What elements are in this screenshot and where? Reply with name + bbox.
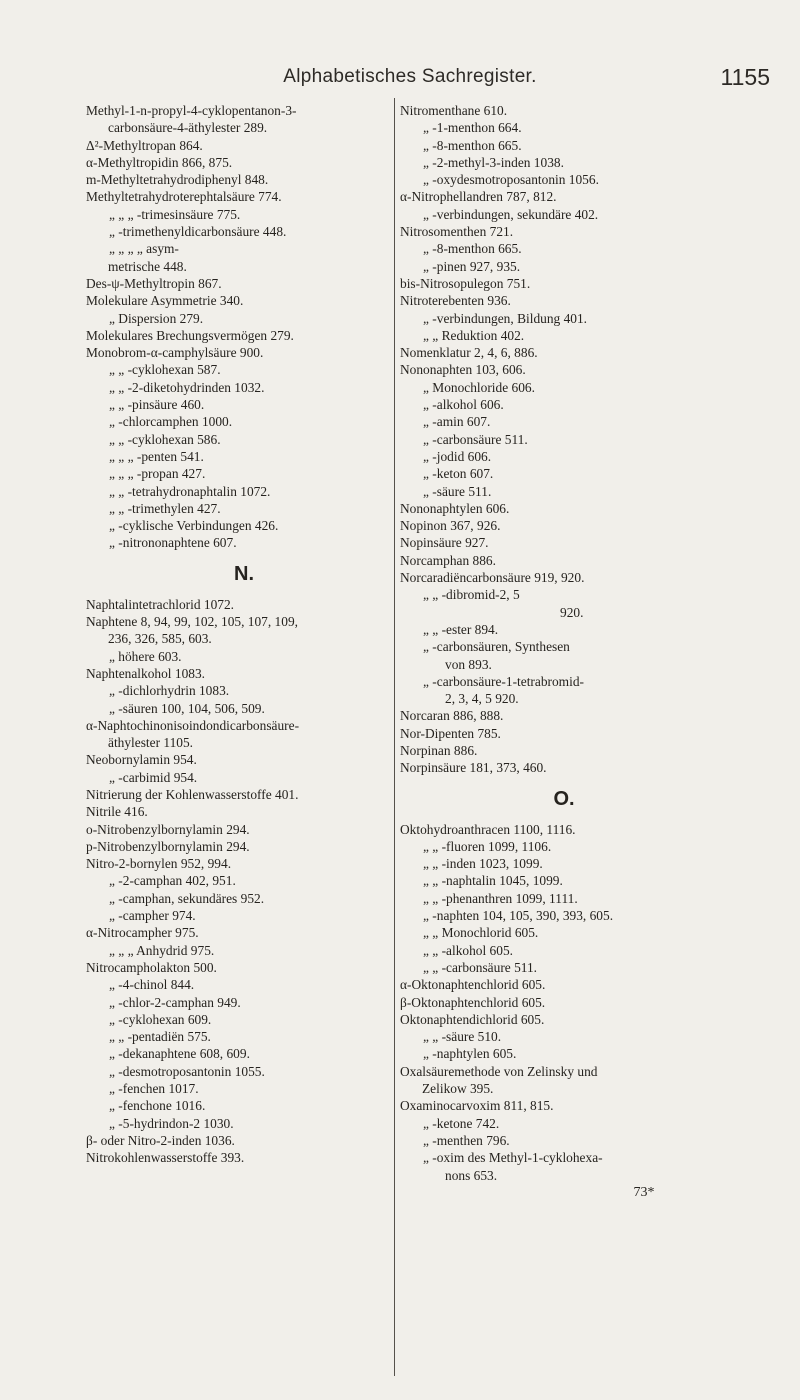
running-header [50,66,770,98]
index-subentry: „ -verbindungen, sekundäre 402. [423,206,599,222]
index-column-right [400,102,728,1201]
index-subentry: „ „ Reduktion 402. [423,327,525,343]
index-subentry: „ -cyklohexan 609. [109,1011,212,1027]
index-subentry: „ „ „ -trimesinsäure 775. [109,206,241,222]
index-entry: α-Nitrocampher 975. [86,925,199,941]
index-entry: α-Methyltropidin 866, 875. [86,154,233,170]
index-entry: Naphtalintetrachlorid 1072. [86,596,234,612]
index-entry: Δ²-Methyltropan 864. [86,137,203,153]
index-subentry: „ -carbimid 954. [109,769,198,785]
index-subentry: „ „ -dibromid-2, 5 [423,587,520,603]
index-subentry: „ -oxydesmotroposantonin 1056. [423,172,599,188]
index-subentry: „ -chlor-2-camphan 949. [109,994,241,1010]
index-subentry: „ -dichlorhydrin 1083. [109,683,230,699]
index-subentry: „ „ -pentadiën 575. [109,1029,211,1045]
index-entry: Norcamphan 886. [400,552,496,568]
index-subentry: „ „ Monochlorid 605. [423,925,539,941]
index-subentry: „ -fenchen 1017. [109,1081,199,1097]
index-subentry: „ Dispersion 279. [109,310,204,326]
index-entry: Nitrile 416. [86,804,148,820]
section-letter-n: N. [234,562,254,585]
index-subentry: „ -naphten 104, 105, 390, 393, 605. [423,908,614,924]
index-subentry: „ -fenchone 1016. [109,1098,206,1114]
signature-mark: 73* [633,1184,655,1200]
index-subentry: „ „ -ester 894. [423,621,499,637]
index-subentry: „ „ „ Anhydrid 975. [109,942,215,958]
index-subentry: „ „ -2-diketohydrinden 1032. [109,379,265,395]
index-entry: α-Oktonaphtenchlorid 605. [400,977,546,993]
index-subentry: „ „ -pinsäure 460. [109,397,205,413]
index-subentry: „ -2-camphan 402, 951. [109,873,236,889]
index-subentry: „ -verbindungen, Bildung 401. [423,310,588,326]
index-subentry: „ höhere 603. [109,648,182,664]
index-subentry: „ -carbonsäuren, Synthesen [423,639,570,655]
index-subentry: „ -oxim des Methyl-1-cyklohexa- [423,1150,603,1166]
index-subentry: „ -pinen 927, 935. [423,258,521,274]
index-entry: Nomenklatur 2, 4, 6, 886. [400,345,538,361]
index-entry: o-Nitrobenzylbornylamin 294. [86,821,250,837]
index-entry-continuation: metrische 448. [108,258,187,274]
index-subentry: „ „ -inden 1023, 1099. [423,856,543,872]
index-entry: Nopinsäure 927. [400,535,489,551]
index-subentry: „ -8-menthon 665. [423,137,522,153]
index-subentry: „ -carbonsäure-1-tetrabromid- [423,673,584,689]
index-entry-continuation: Zelikow 395. [422,1081,494,1097]
index-entry: Oxaminocarvoxim 811, 815. [400,1098,554,1114]
index-entry: α-Naphtochinonisoindondicarbonsäure- [86,717,300,733]
index-entry: Nitro-2-bornylen 952, 994. [86,856,232,872]
index-entry: Oktonaphtendichlorid 605. [400,1011,545,1027]
index-subentry: „ „ -carbonsäure 511. [423,959,538,975]
index-subentry: „ „ -alkohol 605. [423,942,513,958]
index-subentry: „ -1-menthon 664. [423,120,522,136]
index-subentry: „ -säure 511. [423,483,492,499]
index-entry: α-Nitrophellandren 787, 812. [400,189,557,205]
index-subentry: „ -camphan, sekundäres 952. [109,890,265,906]
index-entry-continuation: äthylester 1105. [108,735,194,751]
index-entry: Methyl-1-n-propyl-4-cyklopentanon-3- [86,103,297,118]
index-subentry: „ -2-methyl-3-inden 1038. [423,154,564,170]
index-subentry: „ -säuren 100, 104, 506, 509. [109,700,265,716]
section-letter-o: O. [553,787,575,810]
index-subentry: „ „ -trimethylen 427. [109,500,221,516]
index-subentry: „ -campher 974. [109,908,196,924]
index-subentry: „ -8-menthon 665. [423,241,522,257]
index-subentry: „ -jodid 606. [423,448,492,464]
index-subentry: „ -menthen 796. [423,1132,510,1148]
index-entry-continuation: carbonsäure-4-äthylester 289. [108,120,268,136]
index-subentry: „ -trimethenyldicarbonsäure 448. [109,224,287,240]
index-subentry: „ -nitrononaphtene 607. [109,535,237,551]
page-number: 1155 [720,64,770,90]
index-entry: Norcaradiëncarbonsäure 919, 920. [400,570,585,586]
index-entry: bis-Nitrosopulegon 751. [400,275,531,291]
index-entry: Norpinsäure 181, 373, 460. [400,760,547,776]
index-subentry: „ -alkohol 606. [423,397,504,413]
index-entry: Nitrokohlenwasserstoffe 393. [86,1150,245,1166]
index-entry-continuation: nons 653. [445,1167,498,1183]
index-subentry: „ „ „ „ asym- [109,241,179,257]
index-entry: Nitroterebenten 936. [400,293,511,309]
index-subentry: „ „ -cyklohexan 587. [109,362,221,378]
page-title: Alphabetisches Sachregister. [283,66,537,87]
index-entry: Naphtene 8, 94, 99, 102, 105, 107, 109, [86,614,298,630]
index-subentry: „ -dekanaphtene 608, 609. [109,1046,250,1062]
index-entry: Nitromenthane 610. [400,103,508,118]
index-entry: Nitrosomenthen 721. [400,224,514,240]
index-subentry: „ „ -säure 510. [423,1029,502,1045]
index-subentry: „ „ -cyklohexan 586. [109,431,221,447]
index-entry: Nor-Dipenten 785. [400,725,501,741]
index-entry: Des-ψ-Methyltropin 867. [86,275,222,291]
index-entry: Nitrocampholakton 500. [86,959,217,975]
index-entry: β-Oktonaphtenchlorid 605. [400,994,546,1010]
index-subentry: „ „ „ -propan 427. [109,466,206,482]
index-entry: Neobornylamin 954. [86,752,197,768]
index-entry-continuation: 2, 3, 4, 5 920. [445,691,519,707]
index-entry: β- oder Nitro-2-inden 1036. [86,1132,235,1148]
index-subentry: „ -desmotroposantonin 1055. [109,1063,265,1079]
index-entry: m-Methyltetrahydrodiphenyl 848. [86,172,269,188]
index-column-left [86,102,402,1167]
index-entry: Molekulare Asymmetrie 340. [86,293,244,309]
index-entry: Norpinan 886. [400,742,478,758]
index-entry: Oxalsäuremethode von Zelinsky und [400,1063,598,1079]
index-subentry: „ „ -phenanthren 1099, 1111. [423,890,578,906]
index-entry-continuation: 236, 326, 585, 603. [108,631,212,647]
index-subentry: „ -naphtylen 605. [423,1046,517,1062]
index-entry: Norcaran 886, 888. [400,708,504,724]
index-subentry: „ „ -naphtalin 1045, 1099. [423,873,563,889]
index-subentry: „ -cyklische Verbindungen 426. [109,518,279,534]
index-entry: Naphtenalkohol 1083. [86,665,206,681]
index-subentry: „ -chlorcamphen 1000. [109,414,233,430]
index-entry: Molekulares Brechungsvermögen 279. [86,327,294,343]
index-entry-continuation: von 893. [445,656,492,672]
index-subentry: „ -5-hydrindon-2 1030. [109,1115,234,1131]
index-subentry: „ Monochloride 606. [423,379,535,395]
index-entry: Oktohydroanthracen 1100, 1116. [400,821,576,837]
index-subentry: „ „ -fluoren 1099, 1106. [423,838,552,854]
index-entry-continuation: 920. [560,604,584,620]
index-entry: Methyltetrahydroterephtalsäure 774. [86,189,282,205]
index-entry: p-Nitrobenzylbornylamin 294. [86,838,250,854]
index-subentry: „ „ „ -penten 541. [109,448,204,464]
index-entry: Nopinon 367, 926. [400,518,501,534]
index-subentry: „ „ -tetrahydronaphtalin 1072. [109,483,271,499]
index-subentry: „ -keton 607. [423,466,494,482]
index-entry: Nononaphten 103, 606. [400,362,526,378]
index-subentry: „ -carbonsäure 511. [423,431,528,447]
index-subentry: „ -4-chinol 844. [109,977,195,993]
index-entry: Nononaphtylen 606. [400,500,510,516]
index-subentry: „ -ketone 742. [423,1115,500,1131]
index-entry: Nitrierung der Kohlenwasserstoffe 401. [86,786,299,802]
index-entry: Monobrom-α-camphylsäure 900. [86,345,264,361]
index-subentry: „ -amin 607. [423,414,491,430]
